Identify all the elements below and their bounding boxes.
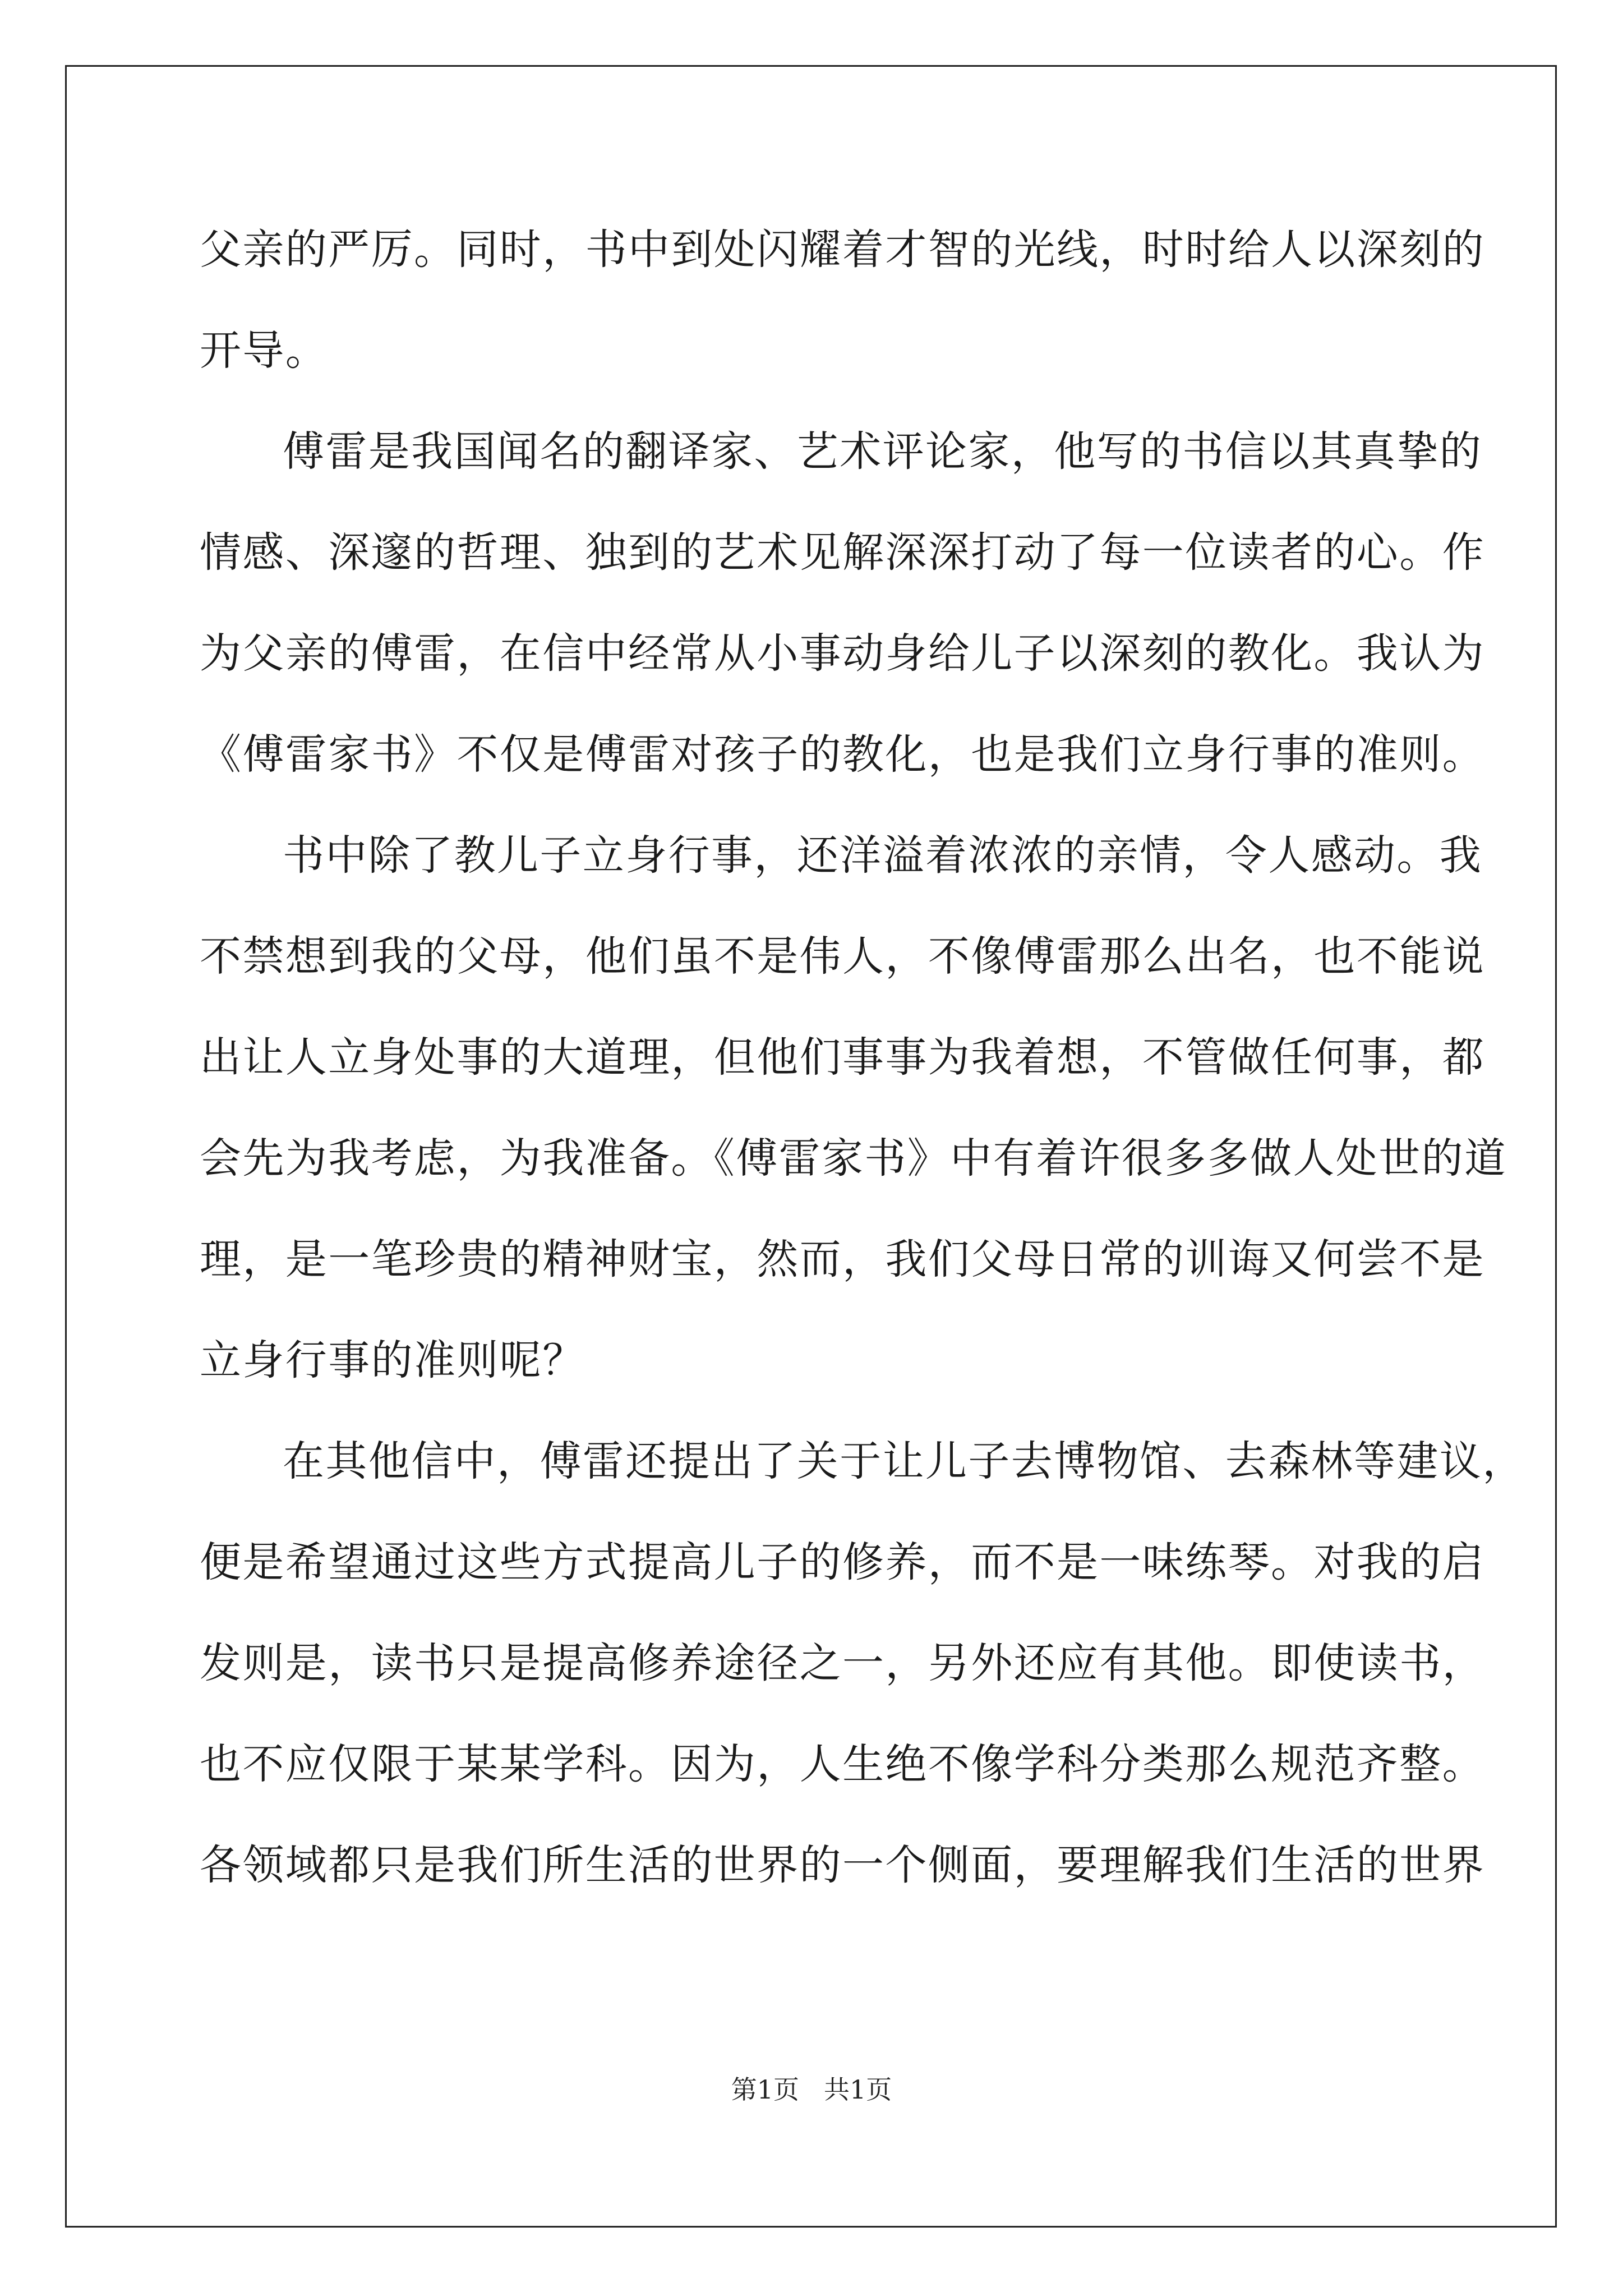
- text-line: 情感、深邃的哲理、独到的艺术见解深深打动了每一位读者的心。作: [200, 528, 1485, 577]
- text-line: 理，是一笔珍贵的精神财宝，然而，我们父母日常的训诲又何尝不是: [200, 1235, 1485, 1283]
- paragraph-start-line: 在其他信中，傅雷还提出了关于让儿子去博物馆、去森林等建议，: [283, 1437, 1525, 1485]
- text-line: 各领域都只是我们所生活的世界的一个侧面，要理解我们生活的世界: [200, 1841, 1485, 1889]
- text-line: 会先为我考虑，为我准备。《傅雷家书》中有着许很多多做人处世的道: [200, 1134, 1507, 1182]
- text-line: 也不应仅限于某某学科。因为，人生绝不像学科分类那么规范齐整。: [200, 1740, 1485, 1788]
- text-line: 发则是，读书只是提高修养途径之一，另外还应有其他。即使读书，: [200, 1639, 1485, 1687]
- text-line: 开导。: [200, 326, 329, 375]
- page-number: 第1页: [731, 2074, 799, 2105]
- document-body: [200, 199, 1525, 1916]
- text-line: 便是希望通过这些方式提高儿子的修养，而不是一味练琴。对我的启: [200, 1538, 1485, 1586]
- paragraph-start-line: 书中除了教儿子立身行事，还洋溢着浓浓的亲情，令人感动。我: [283, 831, 1483, 880]
- text-line: 《傅雷家书》不仅是傅雷对孩子的教化，也是我们立身行事的准则。: [200, 730, 1485, 779]
- text-line: 父亲的严厉。同时，书中到处闪耀着才智的光线，时时给人以深刻的: [200, 226, 1485, 274]
- page-total: 共1页: [824, 2074, 892, 2105]
- text-line: 立身行事的准则呢？: [200, 1336, 585, 1384]
- text-line: 为父亲的傅雷，在信中经常从小事动身给儿子以深刻的教化。我认为: [200, 629, 1485, 678]
- page-footer: [0, 2073, 1623, 2106]
- text-line: 不禁想到我的父母，他们虽不是伟人，不像傅雷那么出名，也不能说: [200, 932, 1485, 981]
- paragraph-start-line: 傅雷是我国闻名的翻译家、艺术评论家，他写的书信以其真挚的: [283, 427, 1483, 476]
- text-line: 出让人立身处事的大道理，但他们事事为我着想，不管做任何事，都: [200, 1033, 1485, 1082]
